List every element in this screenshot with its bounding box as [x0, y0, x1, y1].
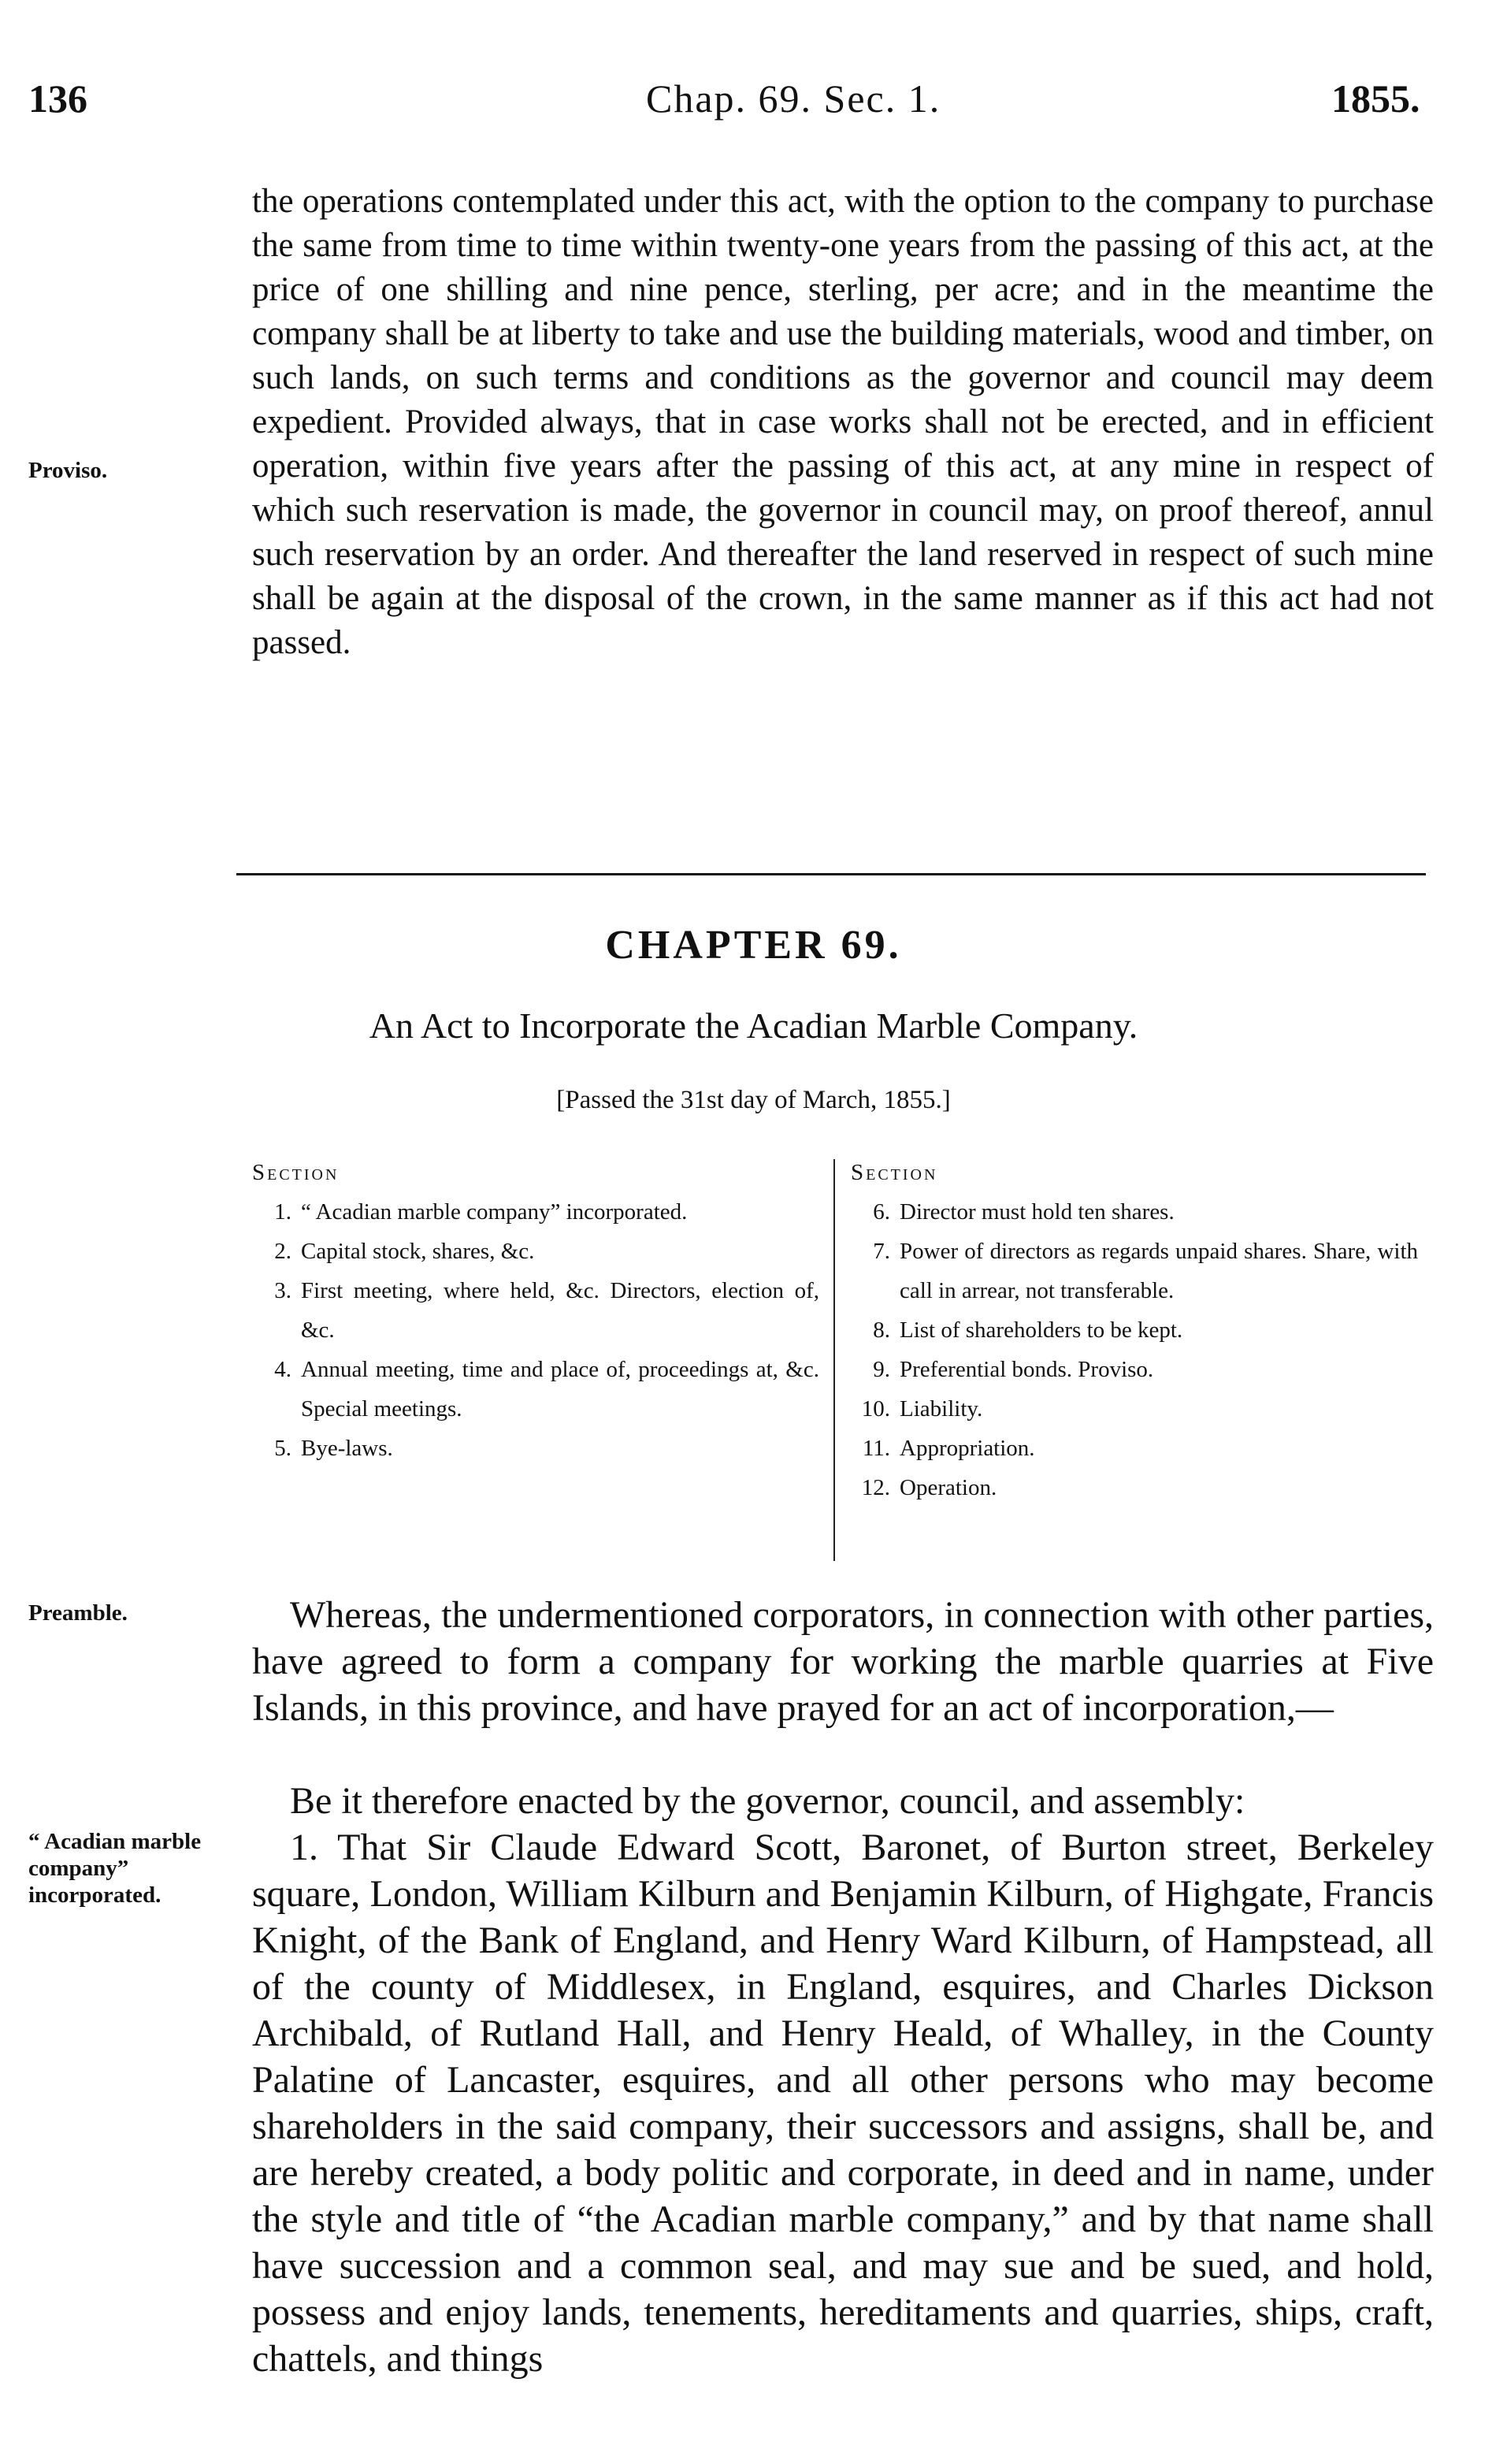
toc-item: [851, 1429, 1418, 1468]
page-number: 136: [28, 76, 87, 121]
toc-item-text: Bye-laws.: [301, 1436, 393, 1461]
toc-item-number: 4.: [274, 1357, 291, 1382]
toc-item-text: Annual meeting, time and place of, proceedings at, &c. Special meetings.: [301, 1357, 819, 1422]
toc-item: [851, 1350, 1418, 1389]
toc-item-text: Preferential bonds. Proviso.: [900, 1357, 1154, 1382]
toc-item-number: 8.: [873, 1317, 890, 1343]
continued-paragraph: the operations contemplated under this act, with the option to the company to purchase the same from time to time within twenty-one years from the passing of this act, at the price of one shilling and nine pence, sterling, per acre; and in the meantime the company shall be at liberty to take and use the building materials, wood and timber, on such lands, on such terms and conditions as the governor and council may deem expedient. Provided always, that in case works shall not be erected, and in efficient operation, within five years after the passing of this act, at any mine in respect of which such reservation is made, the governor in council may, on proof thereof, annul such reservation by an order. And thereafter the land reserved in respect of such mine shall be again at the disposal of the crown, in the same manner as if this act had not passed.: [252, 183, 1434, 661]
toc-item-number: 6.: [873, 1199, 890, 1225]
toc-left-heading: Section: [252, 1160, 340, 1185]
toc-item-text: “ Acadian marble company” incorporated.: [301, 1199, 688, 1225]
toc-item: [252, 1429, 819, 1468]
toc-item: [851, 1192, 1418, 1232]
margin-note-preamble: Preamble.: [28, 1600, 128, 1626]
chapter-heading: CHAPTER 69.: [605, 923, 902, 968]
toc-item: [851, 1389, 1418, 1429]
toc-item-number: 10.: [861, 1396, 890, 1422]
enacting-clause: Be it therefore enacted by the governor, council, and assembly:: [290, 1780, 1245, 1822]
section-table-of-contents: [252, 1153, 1434, 1563]
toc-item-number: 12.: [861, 1475, 890, 1500]
toc-item-number: 3.: [274, 1278, 291, 1303]
toc-item: [252, 1192, 819, 1232]
toc-item: [252, 1350, 819, 1429]
toc-item-number: 2.: [274, 1239, 291, 1264]
toc-item-text: Power of directors as regards unpaid shares. Share, with call in arrear, not transferable.: [900, 1239, 1418, 1303]
toc-item-text: Operation.: [900, 1475, 997, 1500]
section-1-paragraph: 1. That Sir Claude Edward Scott, Baronet, of Burton street, Berkeley square, London, William Kilburn and Benjamin Kilburn, of Highgate, Francis Knight, of the Bank of England, and Henry Ward Kilburn, of Hampstead, all of the county of Middlesex, in England, esquires, and Charles Dickson Archibald, of Rutland Hall, and Henry Heald, of Whalley, in the County Palatine of Lancaster, esquires, and all other persons who may become shareholders in the said company, their successors and assigns, shall be, and are hereby created, a body politic and corporate, in deed and in name, under the style and title of “the Acadian marble company,” and by that name shall have succession and a common seal, and may sue and be sued, and hold, possess and enjoy lands, tenements, hereditaments and quarries, ships, craft, chattels, and things: [252, 1827, 1434, 2380]
toc-item-number: 11.: [862, 1436, 890, 1461]
header-year: 1855.: [1331, 76, 1420, 121]
passed-date: [Passed the 31st day of March, 1855.]: [556, 1086, 951, 1114]
toc-item-text: Capital stock, shares, &c.: [301, 1239, 535, 1264]
toc-right-heading: Section: [851, 1160, 938, 1185]
section-divider-rule: [236, 873, 1426, 875]
toc-item: [252, 1271, 819, 1350]
act-title: An Act to Incorporate the Acadian Marble Company.: [369, 1005, 1138, 1046]
toc-item-number: 9.: [873, 1357, 890, 1382]
toc-item-text: List of shareholders to be kept.: [900, 1317, 1183, 1343]
toc-item-number: 1.: [274, 1199, 291, 1225]
toc-item: [252, 1232, 819, 1271]
margin-note-incorporated: “ Acadian marble company” incorporated.: [28, 1829, 202, 1908]
toc-item-text: Director must hold ten shares.: [900, 1199, 1175, 1225]
toc-item-number: 7.: [873, 1239, 890, 1264]
toc-left-column: [252, 1153, 819, 1468]
toc-right-column: [851, 1153, 1418, 1507]
toc-item-text: Appropriation.: [900, 1436, 1035, 1461]
toc-item-number: 5.: [274, 1436, 291, 1461]
toc-item: [851, 1310, 1418, 1350]
margin-note-proviso: Proviso.: [28, 458, 108, 483]
toc-item-text: First meeting, where held, &c. Directors, election of, &c.: [301, 1278, 819, 1343]
toc-item: [851, 1232, 1418, 1310]
toc-item: [851, 1468, 1418, 1507]
preamble-paragraph: Whereas, the undermentioned corporators, in connection with other parties, have agreed to form a company for working the marble quarries at Five Islands, in this province, and have prayed for an act of incorporation,—: [252, 1594, 1434, 1729]
toc-column-divider: [833, 1159, 835, 1561]
running-header: Chap. 69. Sec. 1.: [646, 76, 941, 121]
toc-item-text: Liability.: [900, 1396, 983, 1422]
